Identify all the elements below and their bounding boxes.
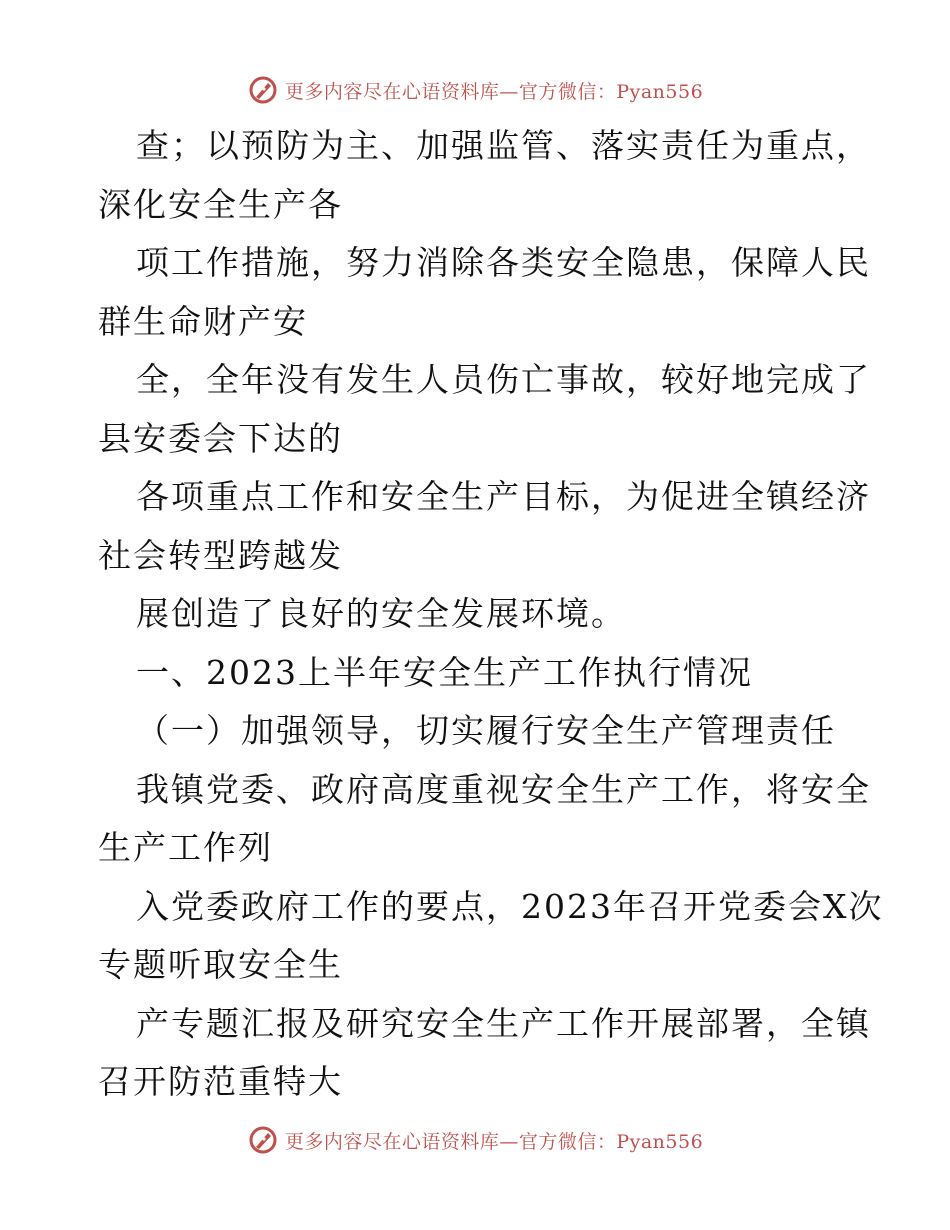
section-heading: 一、2023上半年安全生产工作执行情况 <box>136 652 753 692</box>
text-line: 深化安全生产各 <box>98 184 343 224</box>
text-line: 全，全年没有发生人员伤亡事故，较好地完成了 <box>136 360 871 399</box>
text-line: 项工作措施，努力消除各类安全隐患，保障人民 <box>136 243 871 282</box>
pen-nib-logo-icon <box>247 74 279 106</box>
header-banner <box>0 70 950 110</box>
text-line: 查；以预防为主、加强监管、落实责任为重点， <box>136 126 871 165</box>
text-line: 专题听取安全生 <box>98 945 343 984</box>
text-line: 召开防范重特大 <box>98 1062 343 1101</box>
text-line: 产专题汇报及研究安全生产工作开展部署，全镇 <box>136 1003 871 1043</box>
header-banner-text: 更多内容尽在心语资料库—官方微信：Pyan556 <box>284 80 704 103</box>
subsection-heading: （一）加强领导，切实履行安全生产管理责任 <box>136 711 836 750</box>
text-line: 我镇党委、政府高度重视安全生产工作，将安全 <box>136 769 871 809</box>
text-line: 生产工作列 <box>98 828 273 867</box>
text-line: 各项重点工作和安全生产目标，为促进全镇经济 <box>136 477 871 516</box>
footer-banner-text: 更多内容尽在心语资料库—官方微信：Pyan556 <box>284 1130 704 1153</box>
text-line: 展创造了良好的安全发展环境。 <box>136 594 626 633</box>
text-line: 群生命财产安 <box>98 301 308 341</box>
text-line: 县安委会下达的 <box>98 418 343 458</box>
footer-banner <box>0 1120 950 1160</box>
text-line: 入党委政府工作的要点，2023年召开党委会X次 <box>136 886 884 926</box>
pen-nib-logo-icon <box>247 1124 279 1156</box>
document-body <box>98 117 884 1112</box>
text-line: 社会转型跨越发 <box>98 535 343 575</box>
